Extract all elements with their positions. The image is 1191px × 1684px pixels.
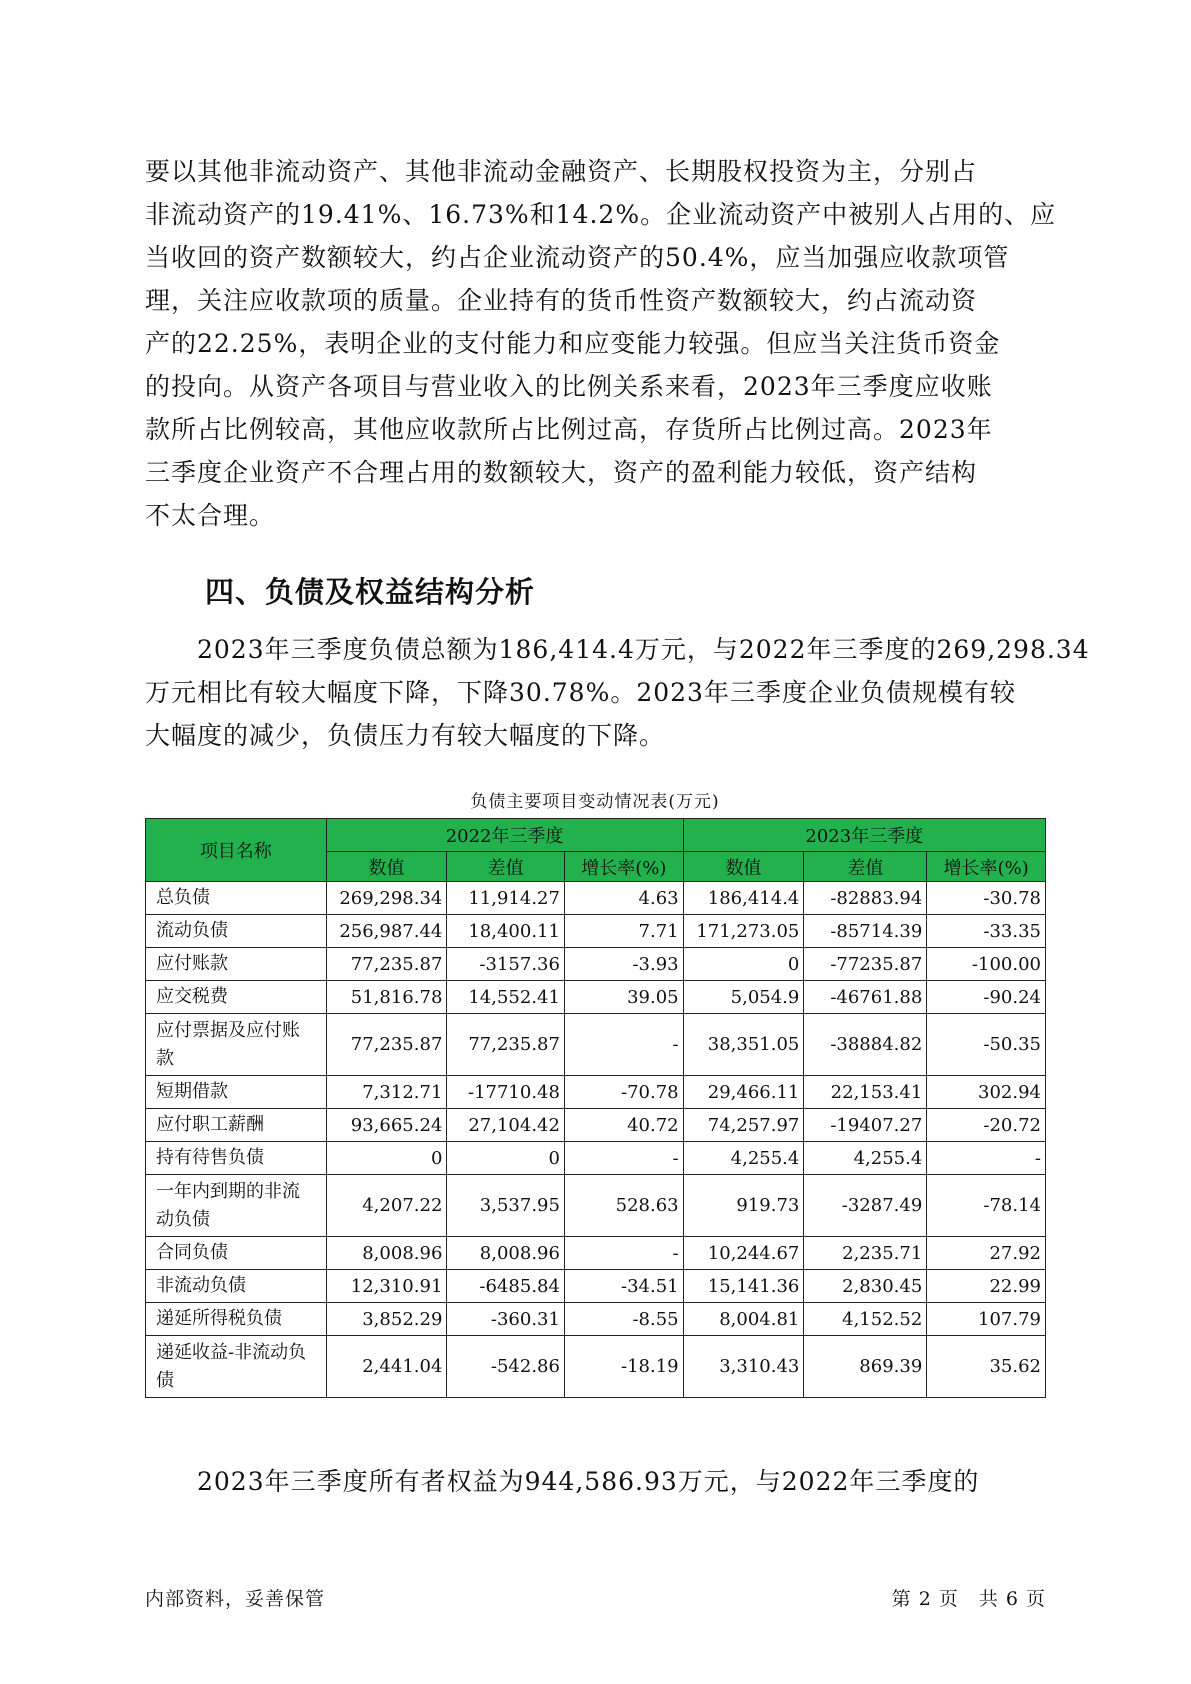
cell-diff-2023: 4,152.52 [804,1303,927,1336]
text-line: 产的22.25%，表明企业的支付能力和应变能力较强。但应当关注货币资金 [145,329,1001,358]
cell-diff-2022: 27,104.42 [447,1109,565,1142]
row-item-name [146,948,327,981]
cell-value-2022: 256,987.44 [326,915,447,948]
cell-diff-2022: 18,400.11 [447,915,565,948]
table-header [146,819,1046,882]
paragraph-liability-summary [145,628,1090,757]
text-line: 2023年三季度所有者权益为944,586.93万元，与2022年三季度的 [145,1467,980,1496]
cell-growth-2022: -8.55 [564,1303,683,1336]
cell-value-2023: 38,351.05 [683,1014,804,1076]
row-item-name [146,1076,327,1109]
row-item-name-line: 非流动负债 [156,1275,246,1296]
cell-value-2022: 8,008.96 [326,1237,447,1270]
cell-diff-2022: 14,552.41 [447,981,565,1014]
cell-growth-2022: -18.19 [564,1336,683,1398]
row-item-name-line: 应付账款 [156,953,228,974]
row-item-name [146,882,327,915]
cell-growth-2022: - [564,1237,683,1270]
text-line: 2023年三季度负债总额为186,414.4万元，与2022年三季度的269,298.34 [145,635,1090,664]
cell-growth-2023: -90.24 [927,981,1046,1014]
header-value-2022: 数值 [326,852,447,882]
cell-growth-2022: 40.72 [564,1109,683,1142]
cell-growth-2023: -78.14 [927,1175,1046,1237]
liability-change-table [145,818,1046,1398]
cell-diff-2023: -85714.39 [804,915,927,948]
cell-growth-2023: - [927,1142,1046,1175]
cell-value-2022: 77,235.87 [326,1014,447,1076]
cell-value-2022: 77,235.87 [326,948,447,981]
header-period-2022: 2022年三季度 [326,819,683,852]
row-item-name [146,1336,327,1398]
cell-growth-2023: 302.94 [927,1076,1046,1109]
cell-diff-2023: 22,153.41 [804,1076,927,1109]
cell-growth-2023: 27.92 [927,1237,1046,1270]
text-line: 万元相比有较大幅度下降，下降30.78%。2023年三季度企业负债规模有较 [145,678,1016,707]
cell-diff-2022: 11,914.27 [447,882,565,915]
cell-value-2023: 10,244.67 [683,1237,804,1270]
cell-diff-2023: 4,255.4 [804,1142,927,1175]
cell-value-2022: 4,207.22 [326,1175,447,1237]
cell-diff-2022: 8,008.96 [447,1237,565,1270]
cell-diff-2022: 77,235.87 [447,1014,565,1076]
row-item-name-line: 递延所得税负债 [156,1308,282,1329]
cell-diff-2022: -17710.48 [447,1076,565,1109]
text-line: 理，关注应收款项的质量。企业持有的货币性资产数额较大，约占流动资 [145,286,978,315]
paragraph-asset-analysis [145,150,1057,537]
row-item-name [146,981,327,1014]
row-item-name-line: 应交税费 [156,986,228,1007]
cell-growth-2023: -100.00 [927,948,1046,981]
cell-diff-2023: 2,235.71 [804,1237,927,1270]
row-item-name-line: 持有待售负债 [156,1147,264,1168]
cell-diff-2023: 2,830.45 [804,1270,927,1303]
cell-value-2023: 171,273.05 [683,915,804,948]
row-item-name [146,1109,327,1142]
cell-growth-2022: 4.63 [564,882,683,915]
cell-growth-2022: -3.93 [564,948,683,981]
table-row [146,1142,1046,1175]
footer-confidential-note: 内部资料，妥善保管 [145,1588,326,1610]
table-row [146,981,1046,1014]
cell-growth-2023: -30.78 [927,882,1046,915]
table-row [146,915,1046,948]
table-row [146,1014,1046,1076]
table-row [146,1175,1046,1237]
table-row [146,882,1046,915]
text-line: 的投向。从资产各项目与营业收入的比例关系来看，2023年三季度应收账 [145,372,993,401]
section-heading: 四、负债及权益结构分析 [205,575,536,609]
row-item-name-line: 总负债 [156,887,210,908]
row-item-name [146,1014,327,1076]
table-caption: 负债主要项目变动情况表(万元) [470,792,720,812]
cell-value-2022: 51,816.78 [326,981,447,1014]
table-row [146,1270,1046,1303]
row-item-name-line: 动负债 [156,1208,210,1230]
cell-value-2022: 7,312.71 [326,1076,447,1109]
cell-value-2023: 919.73 [683,1175,804,1237]
table-row [146,1303,1046,1336]
row-item-name-line: 债 [156,1369,174,1391]
table-row [146,948,1046,981]
header-value-2023: 数值 [683,852,804,882]
row-item-name [146,1142,327,1175]
footer-page-number: 第 2 页 共 6 页 [891,1588,1046,1610]
table-row [146,1237,1046,1270]
cell-diff-2022: 0 [447,1142,565,1175]
cell-diff-2022: -6485.84 [447,1270,565,1303]
cell-growth-2022: 39.05 [564,981,683,1014]
cell-growth-2022: 528.63 [564,1175,683,1237]
text-line: 当收回的资产数额较大，约占企业流动资产的50.4%，应当加强应收款项管 [145,243,1010,272]
cell-value-2023: 8,004.81 [683,1303,804,1336]
table-row [146,1109,1046,1142]
cell-growth-2022: 7.71 [564,915,683,948]
table-body [146,882,1046,1398]
cell-growth-2023: 22.99 [927,1270,1046,1303]
table-row [146,1076,1046,1109]
cell-value-2022: 0 [326,1142,447,1175]
header-period-2023: 2023年三季度 [683,819,1045,852]
table-row [146,1336,1046,1398]
text-line: 要以其他非流动资产、其他非流动金融资产、长期股权投资为主，分别占 [145,157,978,186]
row-item-name [146,915,327,948]
row-item-name [146,1237,327,1270]
text-line: 款所占比例较高，其他应收款所占比例过高，存货所占比例过高。2023年 [145,415,993,444]
cell-diff-2023: 869.39 [804,1336,927,1398]
text-line: 非流动资产的19.41%、16.73%和14.2%。企业流动资产中被别人占用的、应 [145,200,1057,229]
cell-diff-2022: 3,537.95 [447,1175,565,1237]
cell-diff-2023: -19407.27 [804,1109,927,1142]
cell-value-2023: 0 [683,948,804,981]
cell-value-2022: 3,852.29 [326,1303,447,1336]
row-item-name-line: 一年内到期的非流 [156,1180,300,1202]
cell-growth-2022: -34.51 [564,1270,683,1303]
cell-value-2023: 3,310.43 [683,1336,804,1398]
paragraph-equity-summary [145,1460,1045,1503]
cell-value-2023: 74,257.97 [683,1109,804,1142]
row-item-name [146,1270,327,1303]
row-item-name-line: 递延收益-非流动负 [156,1341,307,1363]
header-diff-2022: 差值 [447,852,565,882]
cell-growth-2023: 35.62 [927,1336,1046,1398]
cell-growth-2023: 107.79 [927,1303,1046,1336]
row-item-name-line: 款 [156,1047,174,1069]
text-line: 大幅度的减少，负债压力有较大幅度的下降。 [145,721,666,750]
cell-diff-2023: -77235.87 [804,948,927,981]
row-item-name [146,1303,327,1336]
text-line: 三季度企业资产不合理占用的数额较大，资产的盈利能力较低，资产结构 [145,458,978,487]
cell-value-2023: 5,054.9 [683,981,804,1014]
cell-growth-2022: - [564,1014,683,1076]
cell-value-2023: 29,466.11 [683,1076,804,1109]
header-diff-2023: 差值 [804,852,927,882]
cell-value-2022: 2,441.04 [326,1336,447,1398]
row-item-name [146,1175,327,1237]
text-line: 不太合理。 [145,501,276,530]
cell-growth-2023: -33.35 [927,915,1046,948]
cell-diff-2022: -360.31 [447,1303,565,1336]
header-growth-2022: 增长率(%) [564,852,683,882]
cell-diff-2023: -82883.94 [804,882,927,915]
row-item-name-line: 合同负债 [156,1242,228,1263]
header-item-name: 项目名称 [146,819,327,882]
cell-value-2023: 15,141.36 [683,1270,804,1303]
cell-value-2022: 269,298.34 [326,882,447,915]
cell-value-2023: 4,255.4 [683,1142,804,1175]
cell-diff-2023: -38884.82 [804,1014,927,1076]
cell-diff-2022: -3157.36 [447,948,565,981]
cell-value-2022: 12,310.91 [326,1270,447,1303]
row-item-name-line: 流动负债 [156,920,228,941]
cell-growth-2023: -50.35 [927,1014,1046,1076]
cell-growth-2022: - [564,1142,683,1175]
row-item-name-line: 短期借款 [156,1081,228,1102]
cell-value-2022: 93,665.24 [326,1109,447,1142]
row-item-name-line: 应付职工薪酬 [156,1114,264,1135]
header-growth-2023: 增长率(%) [927,852,1046,882]
cell-growth-2022: -70.78 [564,1076,683,1109]
cell-growth-2023: -20.72 [927,1109,1046,1142]
cell-diff-2023: -3287.49 [804,1175,927,1237]
cell-diff-2023: -46761.88 [804,981,927,1014]
cell-value-2023: 186,414.4 [683,882,804,915]
row-item-name-line: 应付票据及应付账 [156,1019,300,1041]
cell-diff-2022: -542.86 [447,1336,565,1398]
